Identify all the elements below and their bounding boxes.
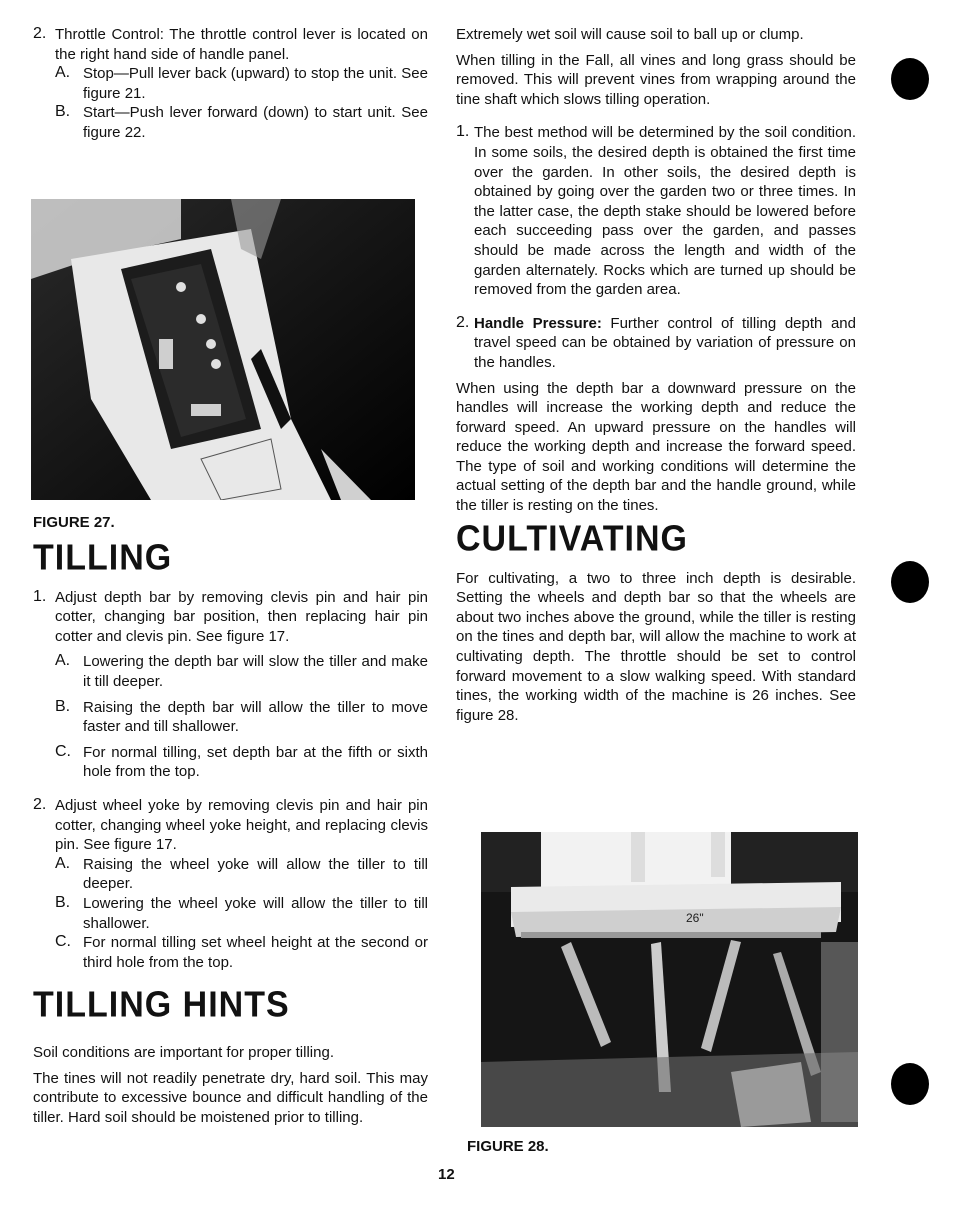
hole-punch-bottom: [891, 1063, 929, 1105]
handle-pressure-item: [456, 314, 856, 373]
hole-punch-middle: [891, 561, 929, 603]
sub-label: A.: [55, 64, 71, 82]
item-number: 2.: [33, 795, 47, 813]
figure-27-photo: [31, 199, 415, 500]
throttle-stop-text: Stop—Pull lever back (upward) to stop the unit. See figure 21.: [83, 65, 428, 102]
figure-27-label: FIGURE 27.: [33, 514, 115, 531]
sub-label: C.: [55, 933, 71, 951]
sub-label: A.: [55, 652, 71, 670]
tilling-1-sub-c: [55, 743, 428, 782]
throttle-sub-b: [55, 103, 428, 142]
sub-label: B.: [55, 697, 71, 715]
tilling-heading: TILLING: [33, 537, 173, 578]
item-number: 2.: [33, 25, 47, 42]
hints-paragraph-1: Soil conditions are important for proper tilling.: [33, 1044, 334, 1062]
tilling-2-text: Adjust wheel yoke by removing clevis pin and hair pin cotter, changing wheel yoke height, and replacing clevis pin. See figure 17.: [55, 796, 428, 854]
sub-label: A.: [55, 854, 71, 872]
left-column: [33, 25, 428, 143]
left-column-lower: [33, 513, 428, 1128]
item-number: 1.: [456, 123, 470, 141]
sub-label: B.: [55, 893, 71, 911]
fall-tilling-paragraph: When tilling in the Fall, all vines and long grass should be removed. This will prevent vines from wrapping around the tine shaft which slows tilling operation.: [456, 51, 856, 108]
throttle-item: [33, 25, 428, 64]
item-number: 2.: [456, 313, 470, 331]
tilling-2-sub-b: [55, 894, 428, 933]
tilling-2-sub-c: [55, 933, 428, 972]
sub-label: C.: [55, 742, 71, 760]
handle-pressure-text: [474, 314, 856, 373]
tilling-item-2: [33, 796, 428, 855]
tilling-2-b-text: Lowering the wheel yoke will allow the tiller to till shallower.: [83, 894, 428, 932]
method-text: The best method will be determined by the soil condition. In some soils, the desired depth is obtained the first time over the garden. In other soils, the desired depth is obtained by going over the garden two or three times. In the latter case, the depth stake should be lowered before each succeeding pass over the garden, and passes should be made across the length and width of the garden alternately. Rocks which are turned up should be removed from the garden area.: [474, 124, 856, 299]
tilling-hints-heading: TILLING HINTS: [33, 985, 290, 1026]
tilling-2-sub-a: [55, 855, 428, 894]
cultivating-paragraph: For cultivating, a two to three inch depth is desirable. Setting the wheels and depth bar so that the wheels are about two inches above the ground, while the tiller is resting on the tines and depth bar, will allow the machine to work at cultivating depth. The throttle should be set to control forward movement to a slow walking speed. With standard tines, the working width of the machine is 26 inches. See figure 28.: [456, 569, 856, 724]
right-column: [456, 25, 856, 725]
tilling-1-text: Adjust depth bar by removing clevis pin and hair pin cotter, changing bar position, then replacing hair pin cotter and clevis pin. See figure 17.: [55, 588, 428, 645]
cultivating-heading: CULTIVATING: [456, 518, 688, 559]
hints-paragraph-2: The tines will not readily penetrate dry, hard soil. This may contribute to excessive bounce and difficult handling of the tiller. Hard soil should be moistened prior to tilling.: [33, 1069, 428, 1127]
handle-panel-illustration: [31, 199, 415, 500]
handle-pressure-label: Handle Pressure:: [474, 314, 602, 332]
tilling-1-sub-a: [55, 652, 428, 691]
throttle-sub-a: [55, 64, 428, 103]
tilling-2-a-text: Raising the wheel yoke will allow the tiller to till deeper.: [83, 855, 428, 893]
figure-28-label: FIGURE 28.: [467, 1138, 549, 1155]
sub-label: B.: [55, 103, 71, 121]
method-item: [456, 123, 856, 299]
throttle-text: Throttle Control: The throttle control lever is located on the right hand side of handle panel.: [55, 26, 428, 63]
tilling-1-sub-b: [55, 698, 428, 737]
item-number: 1.: [33, 587, 47, 605]
figure-28-photo: [481, 832, 858, 1127]
page-number: 12: [438, 1166, 455, 1183]
tilling-2-c-text: For normal tilling set wheel height at the second or third hole from the top.: [83, 934, 428, 971]
measurement-label: 26": [686, 911, 704, 925]
tilling-1-c-text: For normal tilling, set depth bar at the fifth or sixth hole from the top.: [83, 743, 428, 781]
tiller-tines-illustration: [481, 832, 858, 1127]
throttle-start-text: Start—Push lever forward (down) to start unit. See figure 22.: [83, 104, 428, 141]
tilling-1-a-text: Lowering the depth bar will slow the tiller and make it till deeper.: [83, 653, 428, 690]
tilling-1-b-text: Raising the depth bar will allow the tiller to move faster and till shallower.: [83, 698, 428, 736]
handle-pressure-body: Further control of tilling depth and travel speed can be obtained by variation of pressure on the handles.: [474, 314, 856, 371]
depth-bar-paragraph: When using the depth bar a downward pressure on the handles will increase the working depth and reduce the forward speed. An upward pressure on the handles will reduce the working depth and increase the forward speed. The type of soil and working conditions will determine the actual setting of the depth bar and the handle ground, while the tiller is resting on the tines.: [456, 379, 856, 515]
hole-punch-top: [891, 58, 929, 100]
wet-soil-paragraph: Extremely wet soil will cause soil to ball up or clump.: [456, 26, 804, 43]
tilling-item-1: [33, 588, 428, 647]
